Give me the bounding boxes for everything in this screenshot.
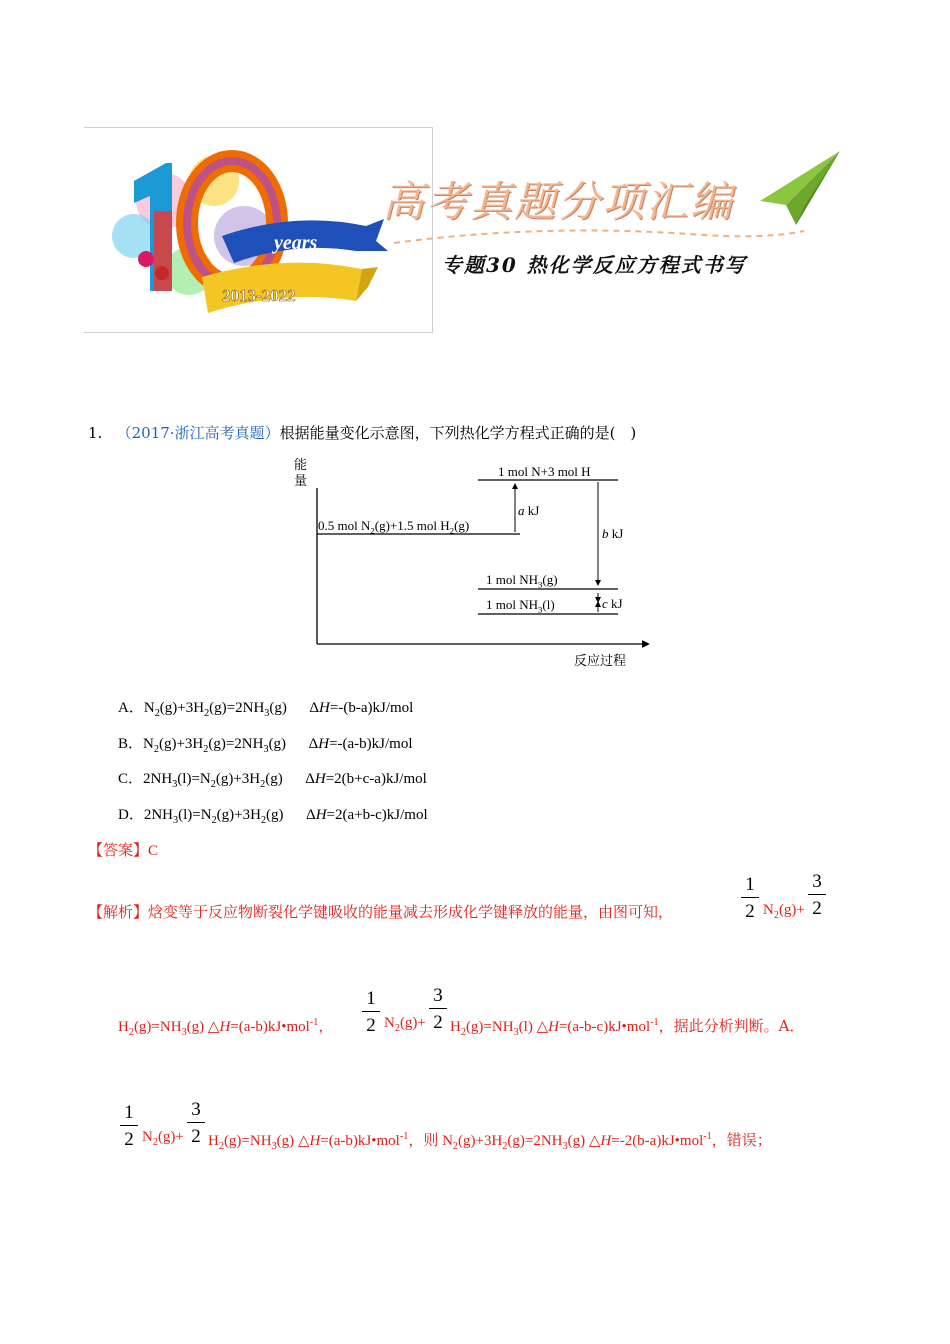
level-nh3-gas-label: [486, 572, 558, 588]
enthalpy-value: =-(a-b)kJ/mol: [329, 736, 413, 752]
eq-part: (l) △: [518, 1019, 549, 1035]
eq-sub: 2: [502, 1141, 508, 1152]
eq-part: (g)+: [778, 902, 805, 918]
fraction-denominator: 2: [812, 898, 822, 919]
eq-sub: 3: [181, 1027, 187, 1038]
eq-sub: 3: [263, 744, 269, 755]
fraction-one-half: [120, 1102, 138, 1151]
analysis-line-2c: [450, 1015, 804, 1036]
eq-sub: 2: [460, 1027, 466, 1038]
eq-part: N: [143, 736, 154, 752]
analysis-label: 【解析】: [88, 903, 149, 921]
fraction-denominator: 2: [433, 1012, 443, 1033]
delta-symbol: Δ: [306, 807, 316, 823]
eq-part: =(a-b-c)kJ•mol: [558, 1019, 651, 1035]
eq-part: (g)+3H: [216, 807, 261, 823]
enthalpy-symbol: H: [314, 771, 326, 787]
eq-sub: 3: [264, 708, 270, 719]
eq-part: N: [142, 1129, 153, 1145]
fraction-three-halves: [429, 985, 447, 1034]
level-nh3-gas-sub: 3: [538, 579, 543, 590]
eq-part: (g): [265, 771, 283, 787]
eq-sub: 2: [152, 1137, 158, 1148]
eq-sub: 3: [173, 815, 179, 826]
eq-sub: 2: [153, 744, 159, 755]
enthalpy-symbol: H: [548, 1019, 559, 1035]
analysis-line-1-eq: [763, 902, 805, 919]
paper-plane-icon: [756, 147, 844, 227]
fraction-numerator: 1: [366, 988, 376, 1009]
years-range: 2013-2022: [222, 286, 296, 305]
arrow-c-var: c: [602, 596, 608, 611]
eq-part: (g) △: [186, 1019, 220, 1035]
arrow-c-label: [602, 596, 623, 612]
level-nh3-gas-part: 1 mol NH: [486, 572, 538, 587]
option-letter: B．: [118, 736, 144, 752]
eq-part: (g)=2NH: [208, 736, 264, 752]
fraction-numerator: 3: [433, 985, 443, 1006]
option-letter: D．: [118, 807, 144, 823]
fraction-denominator: 2: [124, 1129, 134, 1150]
option-letter: A．: [118, 700, 144, 716]
eq-part: (g)=NH: [133, 1019, 182, 1035]
delta-symbol: Δ: [309, 700, 320, 716]
eq-part: (g): [269, 700, 287, 716]
analysis-line-2b: [384, 1015, 426, 1032]
eq-sub: 3: [172, 779, 178, 790]
enthalpy-symbol: H: [600, 1133, 612, 1149]
level-reactants-sub: 2: [370, 525, 375, 536]
question-source: （2017·浙江高考真题）: [116, 424, 280, 442]
eq-sub: 2: [218, 1141, 224, 1152]
delta-symbol: Δ: [305, 771, 315, 787]
arrow-a-label: [518, 503, 539, 519]
option-a[interactable]: [118, 696, 413, 717]
level-reactants-label: [318, 518, 469, 534]
y-axis-label-char-2: 量: [294, 474, 308, 489]
eq-part: (g)=2NH: [209, 700, 265, 716]
eq-part: (g)+3H: [215, 771, 261, 787]
fraction-denominator: 2: [366, 1015, 376, 1036]
eq-part: (g)=2NH: [507, 1133, 563, 1149]
banner-subtitle: 专题30 热化学反应方程式书写: [442, 253, 747, 277]
eq-sub: 2: [204, 708, 210, 719]
eq-part: 2NH: [143, 807, 174, 823]
analysis-text: 焓变等于反应物断裂化学键吸收的能量减去形成化学键释放的能量，由图可知，: [148, 903, 674, 921]
eq-sub: 3: [513, 1027, 519, 1038]
eq-part: H: [450, 1019, 461, 1035]
enthalpy-value: =-(b-a)kJ/mol: [329, 700, 414, 716]
question-number: 1.: [88, 424, 103, 442]
eq-part: =(a-b)kJ•mol: [230, 1019, 310, 1035]
question-text: 根据能量变化示意图，下列热化学方程式正确的是( ): [279, 424, 637, 442]
eq-part: (l)=N: [177, 771, 211, 787]
eq-part: (g)=NH: [223, 1133, 272, 1149]
eq-sup: -1: [650, 1017, 659, 1028]
arrow-b-var: b: [602, 526, 609, 541]
answer-line: [88, 839, 158, 860]
eq-part: =-2(b-a)kJ•mol: [611, 1133, 704, 1149]
answer-value: C: [148, 843, 159, 859]
eq-part: (g)+3H: [458, 1133, 503, 1149]
fraction-denominator: 2: [745, 901, 755, 922]
eq-part: N: [143, 700, 155, 716]
level-reactants-sub: 2: [449, 525, 455, 536]
arrow-c-unit: kJ: [607, 596, 623, 611]
arrow-b-label: [602, 526, 623, 542]
eq-sub: 2: [773, 910, 779, 921]
arrow-a-var: a: [518, 503, 525, 518]
banner: [84, 127, 844, 333]
level-nh3-liquid-label: [486, 597, 555, 613]
eq-sub: 2: [154, 708, 160, 719]
question-line: [88, 422, 636, 443]
eq-part: H: [118, 1019, 129, 1035]
arrow-a-unit: kJ: [524, 503, 540, 518]
fraction-numerator: 1: [124, 1102, 134, 1123]
eq-sup: -1: [703, 1131, 712, 1142]
eq-sub: 2: [452, 1141, 458, 1152]
enthalpy-symbol: H: [315, 807, 327, 823]
level-reactants-part: (g): [454, 518, 470, 533]
analysis-line-3b: [208, 1129, 772, 1150]
enthalpy-symbol: H: [219, 1019, 231, 1035]
eq-part: (g) △: [276, 1133, 310, 1149]
banner-main-title: 高考真题分项汇编: [382, 177, 735, 226]
arrow-b-unit: kJ: [608, 526, 624, 541]
fraction-numerator: 3: [191, 1099, 201, 1120]
eq-sub: 2: [211, 815, 217, 826]
eq-part: (g)=NH: [465, 1019, 514, 1035]
years-word: years: [274, 232, 318, 254]
analysis-line-3a: [142, 1129, 184, 1146]
fraction-numerator: 1: [745, 874, 755, 895]
eq-part: ，据此分析判断。A．: [658, 1017, 805, 1035]
x-axis-label: 反应过程: [574, 654, 627, 669]
eq-sup: -1: [399, 1131, 409, 1142]
eq-part: N: [384, 1015, 395, 1031]
eq-part: N: [763, 902, 774, 918]
eq-part: (g): [268, 736, 287, 752]
energy-diagram-axes: [290, 452, 650, 670]
fraction-one-half: [741, 874, 759, 923]
answer-label: 【答案】: [88, 841, 149, 859]
eq-part: (g)+: [399, 1015, 426, 1031]
eq-part: (g)+: [157, 1129, 184, 1145]
option-c[interactable]: [118, 767, 427, 788]
eq-part: ，则 N: [408, 1133, 453, 1149]
eq-part: (g): [266, 807, 284, 823]
y-axis-label: [294, 458, 307, 490]
eq-sub: 2: [128, 1027, 134, 1038]
eq-sub: 2: [394, 1023, 400, 1034]
option-letter: C．: [118, 771, 144, 787]
fraction-one-half: [362, 988, 380, 1037]
analysis-line-2a: [118, 1015, 333, 1036]
eq-part: (g)+3H: [158, 736, 204, 752]
eq-part: (l)=N: [178, 807, 212, 823]
eq-part: ，错误；: [711, 1131, 772, 1149]
eq-sub: 2: [203, 744, 209, 755]
level-atoms-label: 1 mol N+3 mol H: [498, 464, 591, 479]
level-reactants-part: (g)+1.5 mol H: [374, 518, 450, 533]
enthalpy-symbol: H: [319, 700, 330, 716]
delta-symbol: Δ: [308, 736, 319, 752]
fraction-denominator: 2: [191, 1126, 201, 1147]
eq-part: (g) △: [567, 1133, 601, 1149]
option-d[interactable]: [118, 803, 428, 824]
eq-sub: 3: [562, 1141, 568, 1152]
fraction-numerator: 3: [812, 871, 822, 892]
eq-part: ，: [318, 1019, 334, 1035]
analysis-line-1: [88, 901, 673, 922]
eq-sub: 2: [260, 815, 267, 826]
enthalpy-symbol: H: [309, 1133, 321, 1149]
enthalpy-symbol: H: [318, 736, 330, 752]
eq-sup: -1: [309, 1017, 319, 1028]
ten-years-logo: [94, 141, 424, 321]
eq-part: =(a-b)kJ•mol: [320, 1133, 400, 1149]
y-axis-label-char-1: 能: [294, 458, 308, 473]
option-b[interactable]: [118, 732, 413, 753]
level-nh3-liquid-part: 1 mol NH: [486, 597, 538, 612]
eq-sub: 3: [271, 1141, 277, 1152]
eq-sub: 2: [210, 779, 216, 790]
eq-part: (g)+3H: [159, 700, 205, 716]
eq-part: H: [208, 1133, 219, 1149]
fraction-three-halves: [187, 1099, 205, 1148]
eq-part: 2NH: [143, 771, 173, 787]
fraction-three-halves: [808, 871, 826, 920]
level-nh3-liquid-part: (l): [542, 597, 555, 612]
energy-diagram: [290, 452, 650, 670]
eq-sub: 2: [260, 779, 266, 790]
enthalpy-value: =2(a+b-c)kJ/mol: [326, 807, 428, 823]
enthalpy-value: =2(b+c-a)kJ/mol: [325, 771, 427, 787]
level-nh3-liquid-sub: 3: [538, 604, 543, 615]
level-nh3-gas-part: (g): [542, 572, 558, 587]
level-reactants-part: 0.5 mol N: [318, 518, 371, 533]
